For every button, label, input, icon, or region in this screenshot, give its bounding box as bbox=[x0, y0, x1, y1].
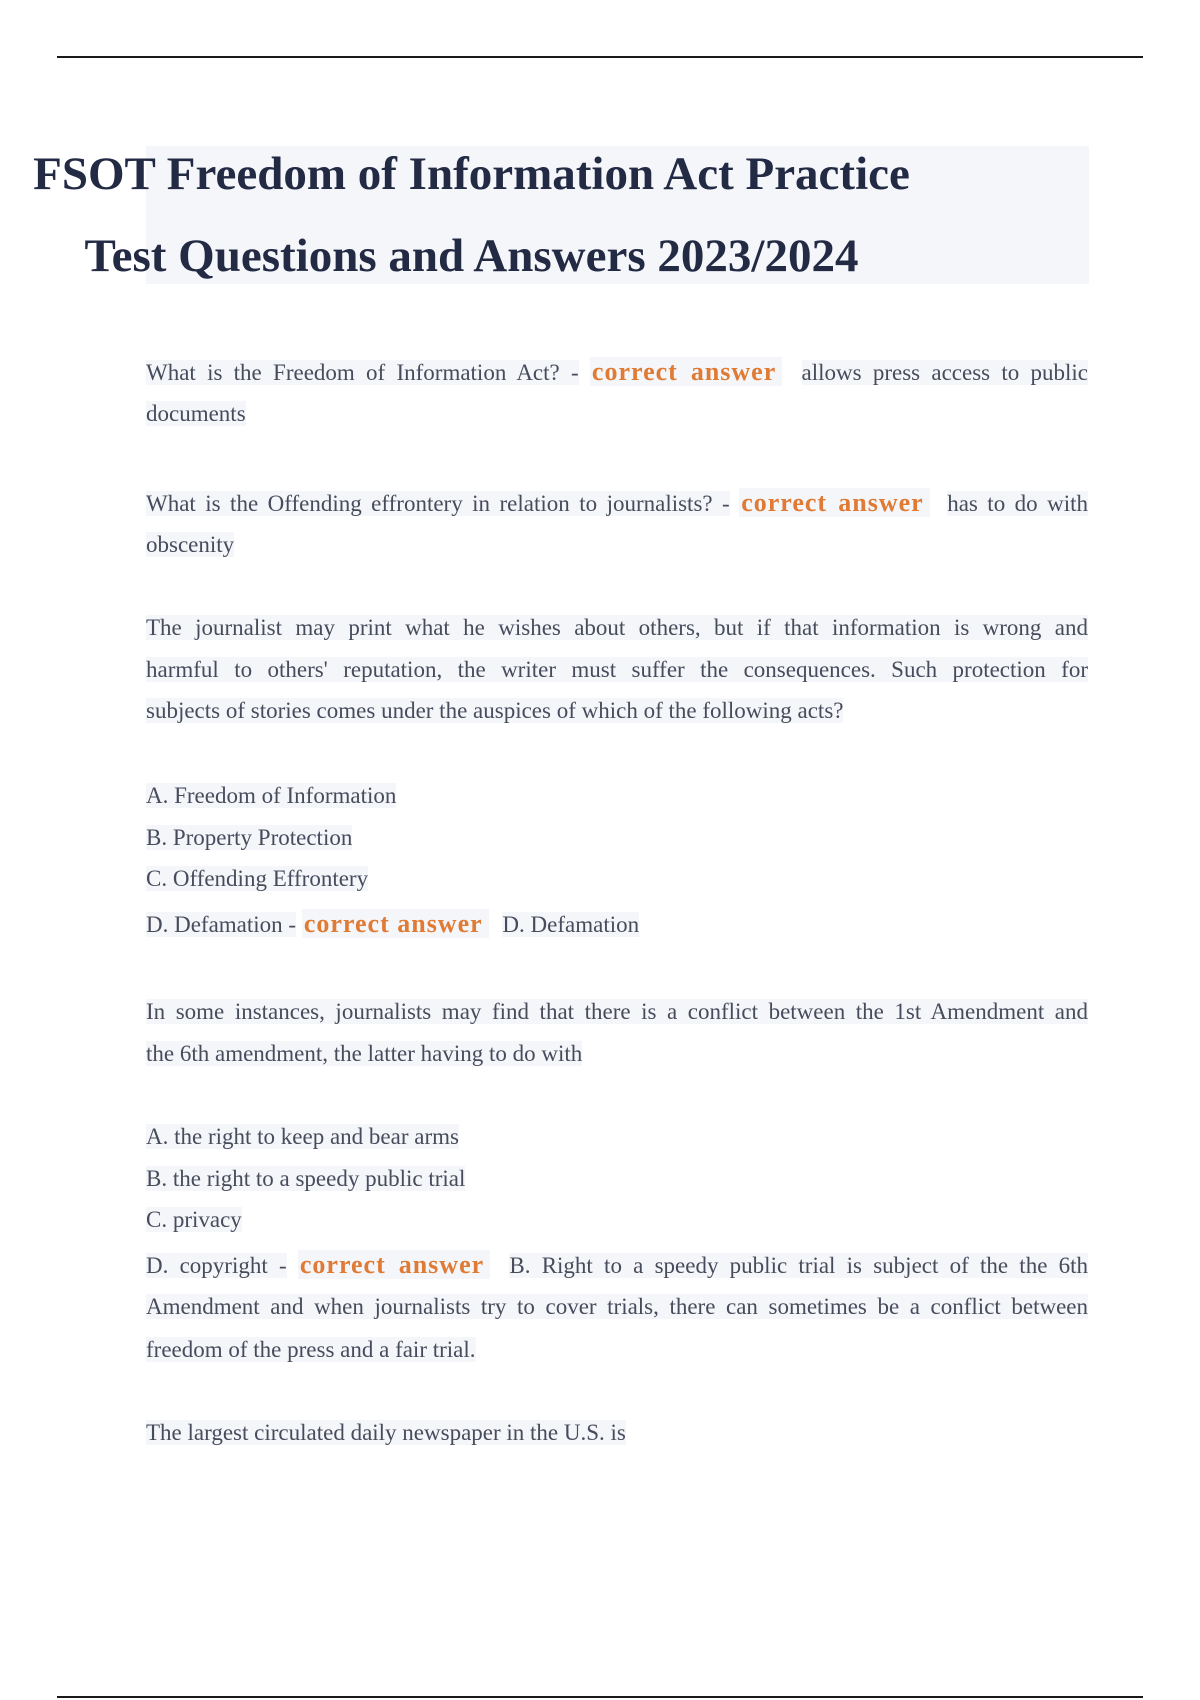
q4-option-a bbox=[146, 1122, 459, 1152]
q4-option-b bbox=[146, 1164, 465, 1194]
q4-answer-2: Amendment and when journalists try to cover trials, there can sometimes be a conflict between bbox=[146, 1294, 1088, 1319]
q1-line-1 bbox=[146, 357, 1088, 387]
q4-answer-line-2 bbox=[146, 1292, 1088, 1322]
q3-option-d-text: D. Defamation - bbox=[146, 912, 297, 937]
q2-line-1 bbox=[146, 488, 1088, 518]
q1-line-2 bbox=[146, 399, 246, 429]
q1-correct-answer-label: correct answer bbox=[590, 357, 782, 386]
q2-line-2 bbox=[146, 530, 234, 560]
q3-option-b-text: B. Property Protection bbox=[146, 825, 353, 850]
q3-line-1 bbox=[146, 613, 1088, 643]
q4-line-1 bbox=[146, 997, 1088, 1027]
q2-question: What is the Offending effrontery in relation to journalists? - bbox=[146, 491, 730, 516]
q4-answer-line-3 bbox=[146, 1335, 476, 1365]
q3-correct-answer-label: correct answer bbox=[302, 909, 489, 938]
q5-line-1 bbox=[146, 1418, 626, 1448]
q3-text-1: The journalist may print what he wishes about others, but if that information is wrong and bbox=[146, 615, 1088, 640]
q4-answer-3: freedom of the press and a fair trial. bbox=[146, 1337, 476, 1362]
q4-option-b-text: B. the right to a speedy public trial bbox=[146, 1166, 466, 1191]
q3-answer: D. Defamation bbox=[502, 912, 640, 937]
top-rule bbox=[57, 56, 1143, 58]
q3-option-c-text: C. Offending Effrontery bbox=[146, 866, 369, 891]
q3-option-b bbox=[146, 823, 352, 853]
q4-answer-1: B. Right to a speedy public trial is subject of the the 6th bbox=[509, 1253, 1089, 1278]
q4-option-a-text: A. the right to keep and bear arms bbox=[146, 1124, 459, 1149]
q2-answer: has to do with bbox=[947, 491, 1088, 516]
q1-question: What is the Freedom of Information Act? - bbox=[146, 360, 579, 385]
q1-answer-cont: documents bbox=[146, 401, 246, 426]
q4-text-2: the 6th amendment, the latter having to do with bbox=[146, 1041, 583, 1066]
q1-answer: allows press access to public bbox=[801, 360, 1089, 385]
q3-option-d bbox=[146, 909, 639, 939]
q4-correct-answer-label: correct answer bbox=[298, 1250, 490, 1279]
q3-option-c bbox=[146, 864, 368, 894]
q4-option-c-text: C. privacy bbox=[146, 1207, 242, 1232]
q4-option-d bbox=[146, 1250, 1088, 1280]
q3-text-3: subjects of stories comes under the auspices of which of the following acts? bbox=[146, 698, 844, 723]
q2-answer-cont: obscenity bbox=[146, 532, 235, 557]
q2-correct-answer-label: correct answer bbox=[739, 488, 930, 517]
bottom-rule bbox=[57, 1696, 1143, 1698]
q3-option-a-text: A. Freedom of Information bbox=[146, 783, 397, 808]
q3-line-2 bbox=[146, 655, 1088, 685]
q3-line-3 bbox=[146, 696, 843, 726]
page-title-line-1: FSOT Freedom of Information Act Practice bbox=[33, 148, 910, 200]
q4-option-d-text: D. copyright - bbox=[146, 1253, 287, 1278]
q4-text-1: In some instances, journalists may find that there is a conflict between the 1st Amendment and bbox=[146, 999, 1088, 1024]
q5-question: The largest circulated daily newspaper in the U.S. is bbox=[146, 1420, 626, 1445]
q3-option-a bbox=[146, 781, 396, 811]
q3-text-2: harmful to others' reputation, the writer must suffer the consequences. Such protection for bbox=[146, 657, 1088, 682]
q4-option-c bbox=[146, 1205, 242, 1235]
q4-line-2 bbox=[146, 1039, 582, 1069]
page-title-line-2: Test Questions and Answers 2023/2024 bbox=[84, 230, 859, 282]
